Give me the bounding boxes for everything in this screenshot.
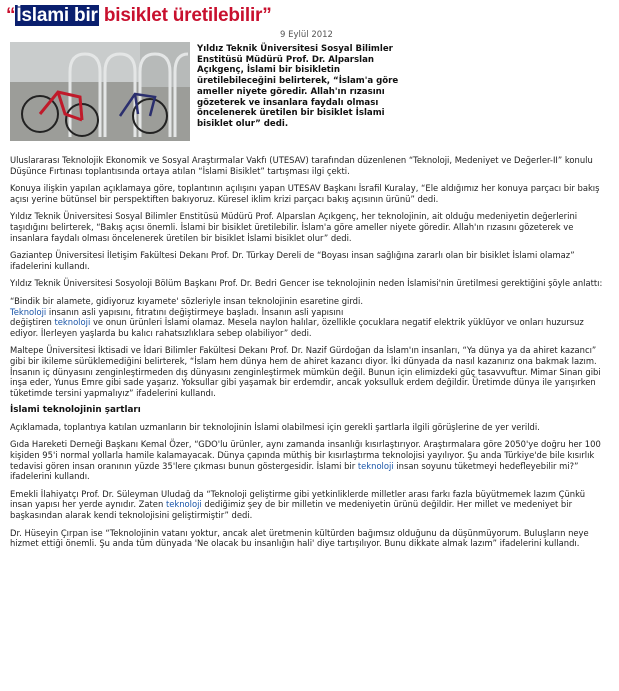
paragraph-dereli: Gaziantep Üniversitesi İletişim Fakültesi Dekanı Prof. Dr. Türkay Dereli de “Boyası insan sağlığına zararlı olan bir bisiklet İslami olamaz” ifadelerini kullandı. — [10, 250, 575, 271]
paragraph-kuralay: Konuya ilişkin yapılan açıklamaya göre, toplantının açılışını yapan UTESAV Başkanı İsrafil Kuralay, “Ele aldığımız her konuya parçacı bir bakış açısı yerine bütünsel bir perspektiften bakıyoruz. Küresel iklim krizi parçacı bakış açısının ürünü” dedi. — [10, 183, 600, 204]
teknoloji-link[interactable]: Teknoloji — [10, 306, 47, 317]
quote-part-1: “Bindik bir alamete, gidiyoruz kıyamete' sözleriyle insan teknolojinin esaretine girdi. — [10, 295, 363, 306]
paragraph-cirpan: Dr. Hüseyin Çırpan ise “Teknolojinin vatanı yoktur, ancak alet üretmenin kültürden bağımsız olduğunu da düşünmüyorum. Buluşların neye hizmet ettiği önemli. Şu anda tüm dünyada 'Ne olacak bu insanlığın hali' diye tartışılıyor. Bunu dikkate almak lazım” ifadelerini kullandı. — [10, 527, 589, 549]
teknoloji-link[interactable]: teknoloji — [357, 460, 394, 471]
uludag-part-1: Emekli İlahiyatçı Prof. Dr. Süleyman Uludağ da “Teknoloji geliştirme gibi yetkinliklerde milletler arası farkı fazla büyütmemek lazım Çünkü insan yapısı her yerde aynıdır. Zaten — [10, 488, 585, 510]
ozer-part-2: insan soyunu tüketmeyi hedefleyebilir mi?” ifadelerini kullandı. — [10, 460, 579, 482]
quote-part-2: insanın asli yapısını, fıtratını değiştirmeye başladı. İnsanın asli yapısını — [46, 306, 344, 317]
paragraph-conditions: Açıklamada, toplantıya katılan uzmanların bir teknolojinin İslami olabilmesi için gerekli şartlarla ilgili görüşlerine de yer verildi. — [10, 421, 540, 432]
section-heading: İslami teknolojinin şartları — [10, 405, 141, 416]
bicycle-photo-illustration — [10, 42, 190, 141]
paragraph-uludag — [10, 489, 610, 521]
quote-part-3: değiştiren — [10, 317, 55, 328]
bicycle-photo — [10, 42, 190, 141]
paragraph-gencer-intro: Yıldız Teknik Üniversitesi Sosyoloji Bölüm Başkanı Prof. Dr. Bedri Gencer ise teknolojinin neden İslamisi'nin üretilmesi gerektiğini şöyle anlattı: — [10, 278, 603, 289]
uludag-part-2: dediğimiz şey de bir milletin ve medeniyetin ürünü değildir. Her millet ve medeniyet bir başkasından alarak kendi teknolojisini geliştirmiştir” dedi. — [10, 499, 573, 521]
paragraph-gurdogan: Maltepe Üniversitesi İktisadi ve İdari Bilimler Fakültesi Dekanı Prof. Dr. Nazif Gürdoğan da İslam'ın insanları, “Ya dünya ya da ahiret kazancı” gibi bir ikileme sürüklemediğini belirterek, “İslam hem dünya hem de ahiret kazancı diyor. İki dünyada da nasıl kazanırız ona bakmak lazım. İnsanın iç dünyasını zenginleştirmeden dış dünyasını zenginleştirmek mümkün değil. Bunun için elimizdeki güç tasavvuftur. Mimar Sinan gibi inşa eder, Yunus Emre gibi sade yaşarız. Yoksullar gibi yaşamak bir erdemdir, ancak yoksulluk erdem değildir. Üretimde dünya ile yarışırken tüketimde tersini yapmalıyız” ifadelerini kullandı. — [10, 345, 601, 398]
title-open-quote: “ — [6, 5, 16, 26]
article-date: 9 Eylül 2012 — [280, 30, 333, 40]
paragraph-ozer — [10, 439, 610, 481]
ozer-part-1: Gıda Hareketi Derneği Başkanı Kemal Özer, “GDO'lu ürünler, aynı zamanda insanlığı kısırlaştırıyor. Araştırmalara göre 2050'ye doğru her 100 kişiden 95'i normal yollarla hamile kalamayacak. Dünya çapında müthiş bir kısırlaştırma teknolojisi yayılıyor. Şu anda Türkiye'de bile kısırlık tedavisi gören insan oranının yüzde 35'lere çıkması bunun göstergesidir. İslami bir — [10, 439, 601, 471]
teknoloji-link[interactable]: teknoloji — [165, 499, 202, 510]
teknoloji-link[interactable]: teknoloji — [54, 317, 91, 328]
quote-part-4: ve onun ürünleri İslami olamaz. Mesela naylon halılar, özellikle çocuklara negatif elektrik yüklüyor ve onları huzursuz ediyor. İlerleyen yaşlarda bu kalıcı rahatsızlıklara sebep olabiliyor” dedi. — [10, 317, 584, 338]
paragraph-utesav: Uluslararası Teknolojik Ekonomik ve Sosyal Araştırmalar Vakfı (UTESAV) tarafından düzenlenen “Teknoloji, Medeniyet ve Değerler-II” konulu Düşünce Fırtınası toplantısında ortaya atılan “İslami Bisiklet” tartışması ilgi çekti. — [10, 155, 593, 176]
article-lead: Yıldız Teknik Üniversitesi Sosyal Bilimler Enstitüsü Müdürü Prof. Dr. Alparslan Açıkgenç, İslami bir bisikletin üretilebileceğini belirterek, “İslam'a göre ameller niyete göredir. Allah'ın rızasını gözeterek ve insanlara faydalı olması öncelenerek üretilen bir bisiklet İslami bisiklet olur” dedi. — [197, 44, 399, 129]
article-title — [6, 5, 272, 27]
paragraph-gencer-quote — [10, 296, 610, 338]
title-highlight: İslami bir — [16, 5, 98, 26]
article-body — [10, 155, 610, 556]
paragraph-acikgenc: Yıldız Teknik Üniversitesi Sosyal Bilimler Enstitüsü Müdürü Prof. Alparslan Açıkgenç, her teknolojinin, ait olduğu medeniyetin değerlerini taşıdığını belirterek, “Bakış açısı önemli. İslami bir bisiklet üretilebilir. İslam'a göre ameller niyete göredir. Allah'ın rızasını gözeterek ve insanlara faydalı olması öncelenerek üretilen bir bisiklet İslami bisiklet olur” dedi. — [10, 211, 578, 243]
title-rest: bisiklet üretilebilir” — [98, 5, 272, 26]
